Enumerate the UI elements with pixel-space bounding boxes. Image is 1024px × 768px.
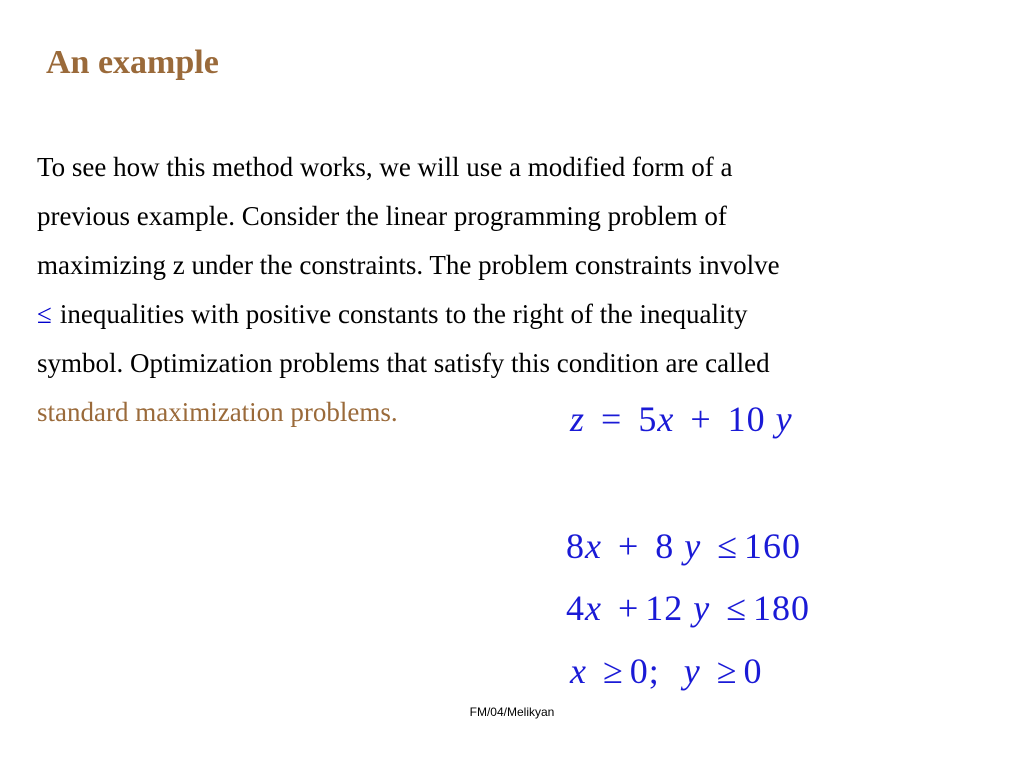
- var-x: x: [657, 399, 675, 439]
- rhs-x: 0;: [629, 651, 660, 691]
- paragraph-line-1: To see how this method works, we will use a modified form of a: [37, 152, 733, 182]
- geq-sign: ≥: [602, 651, 624, 691]
- var-y: y: [684, 526, 702, 566]
- constraint-2: [566, 587, 810, 629]
- coef-x: 8: [566, 526, 585, 566]
- rhs: 180: [753, 588, 811, 628]
- var-x: x: [585, 588, 602, 628]
- constraint-nonnegativity: [570, 650, 763, 692]
- coef-x: 5: [638, 399, 658, 439]
- constraint-1: [566, 525, 801, 567]
- paragraph-line-2: previous example. Consider the linear programming problem of: [37, 201, 727, 231]
- coef-y: 12: [645, 588, 684, 628]
- var-y: y: [775, 399, 793, 439]
- leq-sign: ≤: [726, 588, 748, 628]
- var-x: x: [585, 526, 602, 566]
- paragraph-line-5: symbol. Optimization problems that satisfy this condition are called: [37, 348, 770, 378]
- var-y: y: [683, 651, 701, 691]
- plus-sign: +: [690, 399, 712, 439]
- var-y: y: [693, 588, 711, 628]
- paragraph-line-4: [37, 290, 997, 339]
- paragraph-line-3: maximizing z under the constraints. The problem constraints involve: [37, 250, 780, 280]
- rhs-y: 0: [743, 651, 763, 691]
- rhs: 160: [744, 526, 802, 566]
- footer-label: FM/04/Melikyan: [469, 705, 555, 719]
- body-paragraph: [37, 143, 997, 437]
- leq-sign: ≤: [717, 526, 739, 566]
- equals-sign: =: [601, 399, 623, 439]
- plus-sign: +: [617, 588, 640, 628]
- var-z: z: [570, 399, 586, 439]
- geq-sign: ≥: [716, 651, 738, 691]
- coef-x: 4: [566, 588, 585, 628]
- coef-y: 10: [727, 399, 766, 439]
- var-x: x: [570, 651, 587, 691]
- paragraph-line-4-text: inequalities with positive constants to the right of the inequality: [59, 299, 748, 329]
- plus-sign: +: [617, 526, 640, 566]
- standard-maximization-term: standard maximization problems.: [37, 397, 398, 427]
- objective-function: [570, 398, 793, 440]
- coef-y: 8: [655, 526, 675, 566]
- less-than-or-equal-symbol: ≤: [37, 299, 52, 329]
- slide-title: An example: [46, 44, 219, 81]
